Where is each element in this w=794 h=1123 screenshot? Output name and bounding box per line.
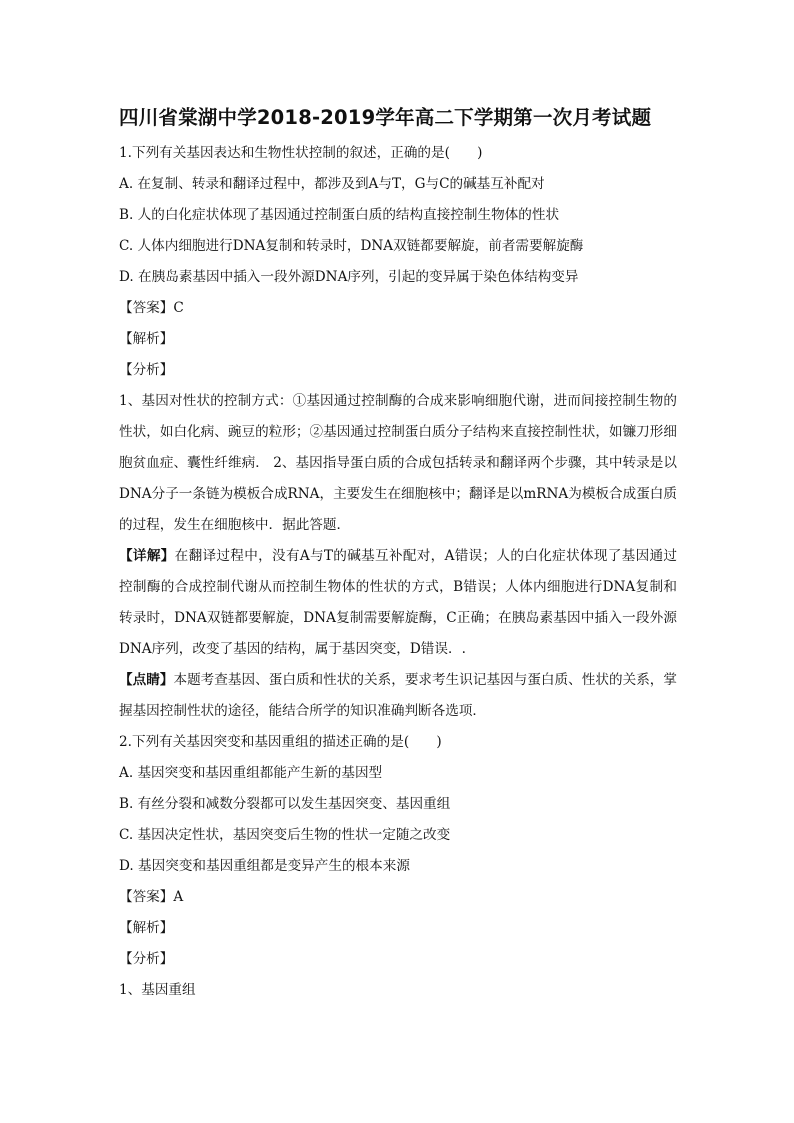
question-1-option-b: B. 人的白化症状体现了基因通过控制蛋白质的结构直接控制生物体的性状 — [119, 207, 560, 223]
question-1-stem: 1.下列有关基因表达和生物性状控制的叙述，正确的是( ) — [119, 145, 483, 161]
question-1-jiexi-heading: 【解析】 — [119, 331, 174, 347]
question-2-option-c: C. 基因决定性状，基因突变后生物的性状一定随之改变 — [119, 827, 451, 843]
question-2-fenxi-heading: 【分析】 — [119, 951, 174, 967]
question-2-option-b: B. 有丝分裂和减数分裂都可以发生基因突变、基因重组 — [119, 796, 451, 812]
document-title: 四川省棠湖中学2018-2019学年高二下学期第一次月考试题 — [119, 106, 652, 129]
question-2-answer: 【答案】A — [119, 889, 184, 905]
document-page — [119, 104, 677, 1006]
question-2-analysis-start: 1、基因重组 — [119, 982, 196, 998]
question-1-dianjing — [119, 665, 677, 727]
question-1-fenxi-heading: 【分析】 — [119, 362, 174, 378]
question-2 — [119, 727, 677, 1006]
dianjing-text: 本题考查基因、蛋白质和性状的关系，要求考生识记基因与蛋白质、性状的关系，掌握基因控制性状的途径，能结合所学的知识准确判断各选项． — [119, 672, 678, 719]
detail-text: 在翻译过程中，没有A与T的碱基互补配对，A错误；人的白化症状体现了基因通过控制酶的合成控制代谢从而控制生物体的性状的方式，B错误；人体内细胞进行DNA复制和转录时，DNA双链都要解旋，DNA复制需要解旋酶，C正确；在胰岛素基因中插入一段外源DNA序列，改变了基因的结构，属于基因突变，D错误．. — [119, 548, 678, 657]
question-1-option-a: A. 在复制、转录和翻译过程中，都涉及到A与T，G与C的碱基互补配对 — [119, 176, 545, 192]
question-1-option-c: C. 人体内细胞进行DNA复制和转录时，DNA双链都要解旋，前者需要解旋酶 — [119, 238, 584, 254]
question-2-option-a: A. 基因突变和基因重组都能产生新的基因型 — [119, 765, 383, 781]
question-1 — [119, 138, 677, 727]
question-1-answer: 【答案】C — [119, 300, 184, 316]
question-2-stem: 2.下列有关基因突变和基因重组的描述正确的是( ) — [119, 734, 442, 750]
dianjing-tag: 【点睛】 — [119, 672, 174, 688]
question-1-detail — [119, 541, 677, 665]
question-1-option-d: D. 在胰岛素基因中插入一段外源DNA序列，引起的变异属于染色体结构变异 — [119, 269, 579, 285]
question-1-analysis: 1、基因对性状的控制方式：①基因通过控制酶的合成来影响细胞代谢，进而间接控制生物的性状，如白化病、豌豆的粒形；②基因通过控制蛋白质分子结构来直接控制性状，如镰刀形细胞贫血症、囊性纤维病． 2、基因指导蛋白质的合成包括转录和翻译两个步骤，其中转录是以DNA分子一条链为模板合成RNA，主要发生在细胞核中；翻译是以mRNA为模板合成蛋白质的过程，发生在细胞核中．据此答题． — [119, 393, 677, 533]
question-2-option-d: D. 基因突变和基因重组都是变异产生的根本来源 — [119, 858, 410, 874]
question-2-jiexi-heading: 【解析】 — [119, 920, 174, 936]
detail-tag: 【详解】 — [119, 548, 175, 564]
